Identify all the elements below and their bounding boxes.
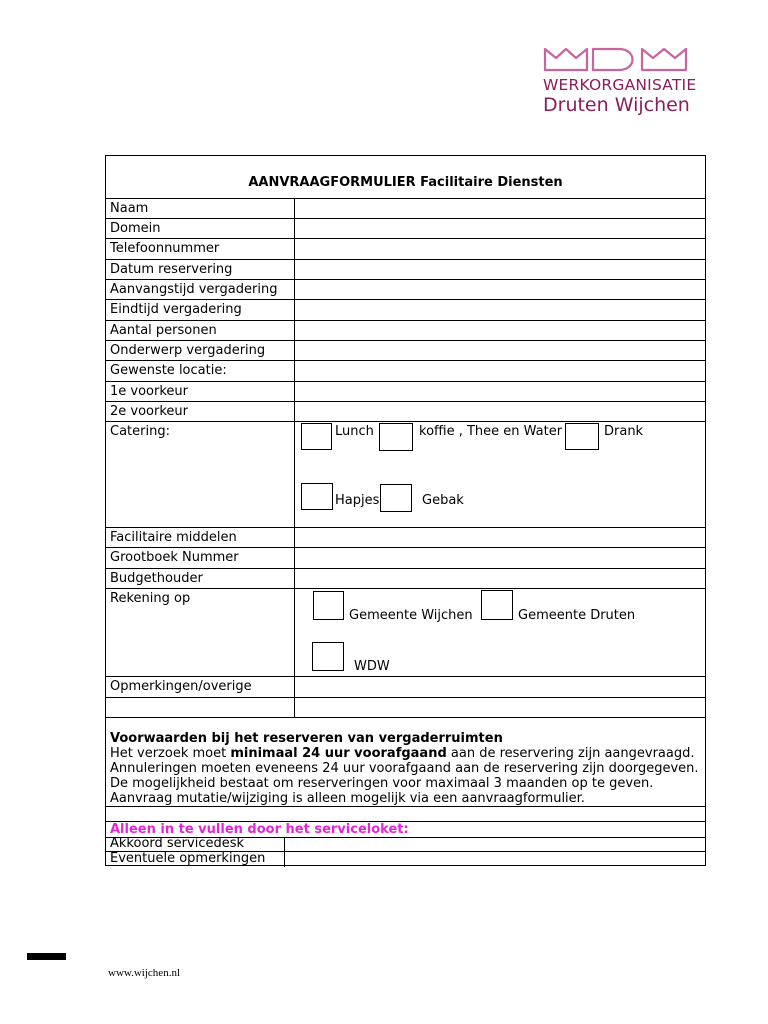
crown-logo-icon (543, 44, 688, 72)
conditions-line-1 (110, 746, 702, 761)
middelen-field[interactable] (296, 528, 704, 547)
aanvang-field[interactable] (296, 280, 704, 299)
gemeente-druten-label: Gemeente Druten (518, 608, 636, 623)
label-rekening: Rekening op (110, 591, 191, 606)
label-datum: Datum reservering (110, 262, 233, 277)
label-service-opmerkingen: Eventuele opmerkingen (110, 851, 266, 866)
row-divider (106, 806, 705, 807)
extra-field[interactable] (296, 698, 704, 717)
conditions-block (110, 731, 702, 806)
label-aantal: Aantal personen (110, 323, 217, 338)
service-opmerkingen-field[interactable] (286, 852, 704, 865)
label-voorkeur-2: 2e voorkeur (110, 404, 188, 419)
gemeente-druten-checkbox[interactable] (481, 590, 513, 620)
voorkeur-2-field[interactable] (296, 402, 704, 421)
row-divider (106, 717, 705, 718)
onderwerp-field[interactable] (296, 341, 704, 360)
locatie-field[interactable] (296, 361, 704, 381)
hapjes-checkbox[interactable] (301, 483, 333, 510)
label-locatie: Gewenste locatie: (110, 363, 227, 378)
logo-line-2: Druten Wijchen (543, 94, 690, 116)
drank-checkbox[interactable] (565, 423, 599, 450)
column-divider (294, 198, 295, 718)
wdw-label: WDW (354, 659, 390, 674)
lunch-checkbox[interactable] (301, 423, 332, 450)
telefoon-field[interactable] (296, 239, 704, 259)
conditions-line-4: Aanvraag mutatie/wijziging is alleen mogelijk via een aanvraagformulier. (110, 791, 585, 806)
footer-url[interactable]: www.wijchen.nl (108, 967, 180, 979)
conditions-line-1-bold: minimaal 24 uur voorafgaand (230, 746, 447, 761)
column-divider (284, 837, 285, 867)
form-title: AANVRAAGFORMULIER Facilitaire Diensten (248, 175, 563, 190)
naam-field[interactable] (296, 199, 704, 218)
akkoord-field[interactable] (286, 838, 704, 851)
voorkeur-1-field[interactable] (296, 382, 704, 401)
hapjes-label: Hapjes (335, 493, 380, 508)
label-aanvang: Aanvangstijd vergadering (110, 282, 278, 297)
eind-field[interactable] (296, 300, 704, 320)
conditions-heading: Voorwaarden bij het reserveren van vergaderruimten (110, 731, 503, 746)
label-voorkeur-1: 1e voorkeur (110, 384, 188, 399)
label-onderwerp: Onderwerp vergadering (110, 343, 266, 358)
conditions-line-2: Annuleringen moeten eveneens 24 uur voorafgaand aan de reservering zijn doorgegeven. (110, 761, 699, 776)
label-naam: Naam (110, 201, 149, 216)
koffie-label: koffie , Thee en Water (419, 424, 563, 439)
label-opmerkingen: Opmerkingen/overige (110, 679, 252, 694)
label-eind: Eindtijd vergadering (110, 302, 242, 317)
aantal-field[interactable] (296, 321, 704, 340)
label-grootboek: Grootboek Nummer (110, 550, 239, 565)
conditions-line-1-post: aan de reservering zijn aangevraagd. (446, 746, 695, 761)
row-divider (106, 421, 705, 422)
conditions-line-3: De mogelijkheid bestaat om reserveringen voor maximaal 3 maanden op te geven. (110, 776, 654, 791)
label-catering: Catering: (110, 424, 170, 439)
gebak-label: Gebak (422, 493, 464, 508)
label-domein: Domein (110, 221, 161, 236)
budgethouder-field[interactable] (296, 569, 704, 588)
wdw-checkbox[interactable] (312, 642, 344, 671)
datum-field[interactable] (296, 260, 704, 279)
label-budgethouder: Budgethouder (110, 571, 203, 586)
organisation-logo (543, 44, 697, 116)
koffie-checkbox[interactable] (379, 423, 413, 451)
row-divider (106, 588, 705, 589)
label-akkoord: Akkoord servicedesk (110, 836, 245, 851)
conditions-line-1-pre: Het verzoek moet (110, 746, 231, 761)
request-form (105, 155, 706, 866)
footer-bar (27, 953, 66, 960)
gemeente-wijchen-checkbox[interactable] (313, 591, 344, 620)
lunch-label: Lunch (335, 424, 374, 439)
drank-label: Drank (604, 424, 644, 439)
opmerkingen-field[interactable] (296, 677, 704, 697)
gebak-checkbox[interactable] (380, 484, 412, 512)
gemeente-wijchen-label: Gemeente Wijchen (349, 608, 473, 623)
logo-line-1: WERKORGANISATIE (543, 76, 697, 94)
label-middelen: Facilitaire middelen (110, 530, 237, 545)
domein-field[interactable] (296, 219, 704, 238)
label-telefoon: Telefoonnummer (110, 241, 220, 256)
service-heading: Alleen in te vullen door het serviceloket: (110, 822, 409, 837)
grootboek-field[interactable] (296, 548, 704, 568)
